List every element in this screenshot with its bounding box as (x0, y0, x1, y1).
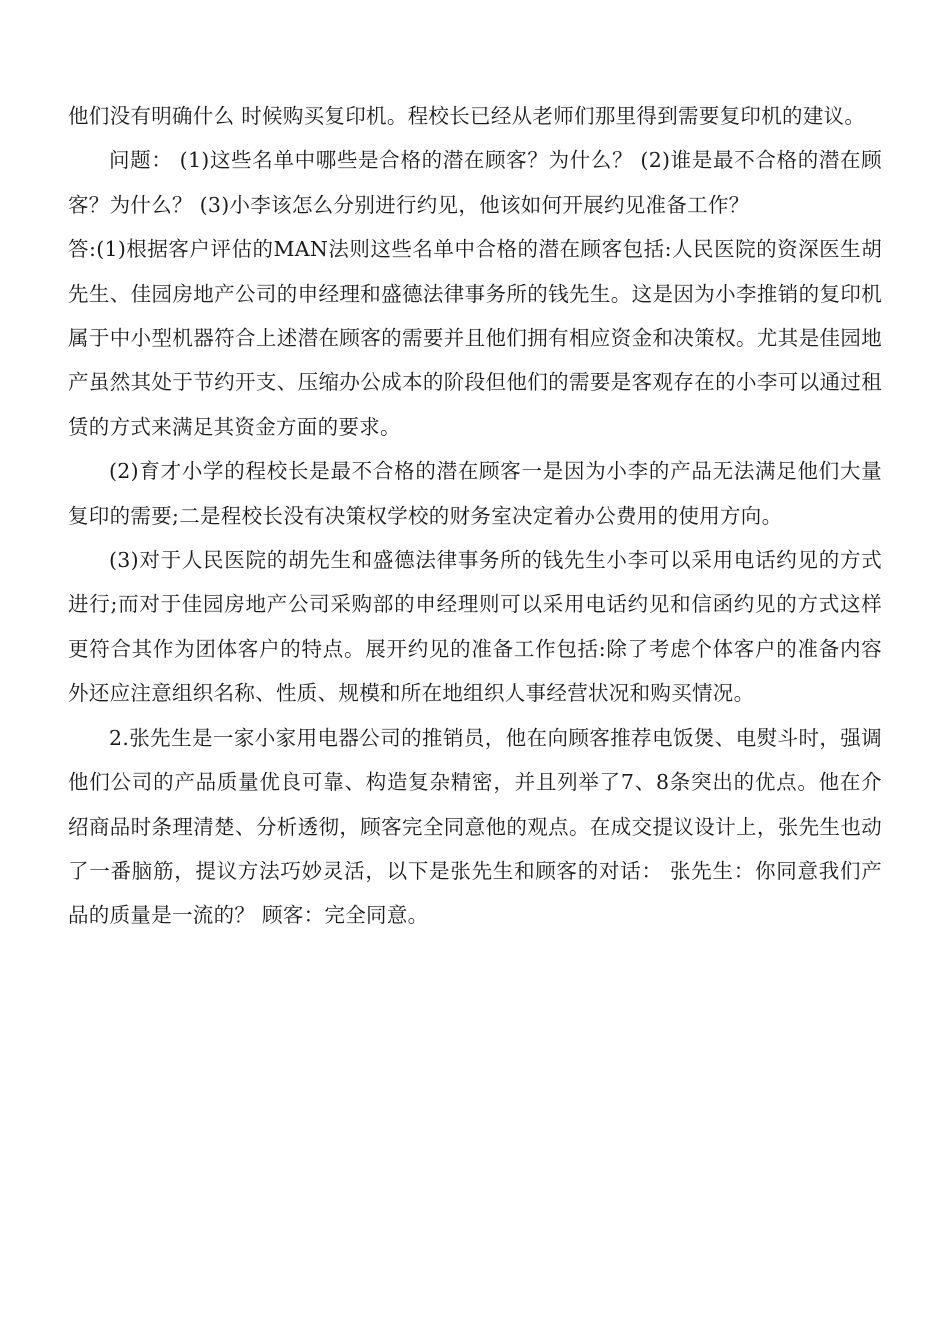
paragraph-answer-3: (3)对于人民医院的胡先生和盛德法律事务所的钱先生小李可以采用电话约见的方式进行;而对于佳园房地产公司采购部的申经理则可以采用电话约见和信函约见的方式这样更符合其作为团体客户的特点。展开约见的准备工作包括:除了考虑个体客户的准备内容外还应注意组织名称、性质、规模和所在地组织人事经营状况和购买情况。 (68, 548, 882, 706)
paragraph-case-2: 2.张先生是一家小家用电器公司的推销员，他在向顾客推荐电饭煲、电熨斗时，强调他们公司的产品质量优良可靠、构造复杂精密，并且列举了7、8条突出的优点。他在介绍商品时条理清楚、分析透彻，顾客完全同意他的观点。在成交提议设计上，张先生也动了一番脑筋，提议方法巧妙灵活，以下是张先生和顾客的对话： 张先生：你同意我们产品的质量是一流的？ 顾客：完全同意。 (68, 725, 882, 928)
paragraph-answer-1: 答:(1)根据客户评估的MAN法则这些名单中合格的潜在顾客包括:人民医院的资深医生胡先生、佳园房地产公司的申经理和盛德法律事务所的钱先生。这是因为小李推销的复印机属于中小型机器符合上述潜在顾客的需要并且他们拥有相应资金和决策权。尤其是佳园地产虽然其处于节约开支、压缩办公成本的阶段但他们的需要是客观存在的小李可以通过租赁的方式来满足其资金方面的要求。 (68, 237, 882, 439)
paragraph-questions: 问题： (1)这些名单中哪些是合格的潜在顾客？为什么？ (2)谁是最不合格的潜在顾客？为什么？ (3)小李该怎么分别进行约见，他该如何开展约见准备工作？ (68, 148, 882, 217)
paragraph-answer-2: (2)育才小学的程校长是最不合格的潜在顾客一是因为小李的产品无法满足他们大量复印的需要;二是程校长没有决策权学校的财务室决定着办公费用的使用方向。 (68, 459, 882, 528)
paragraph-continuation: 他们没有明确什么 时候购买复印机。程校长已经从老师们那里得到需要复印机的建议。 (68, 104, 866, 128)
